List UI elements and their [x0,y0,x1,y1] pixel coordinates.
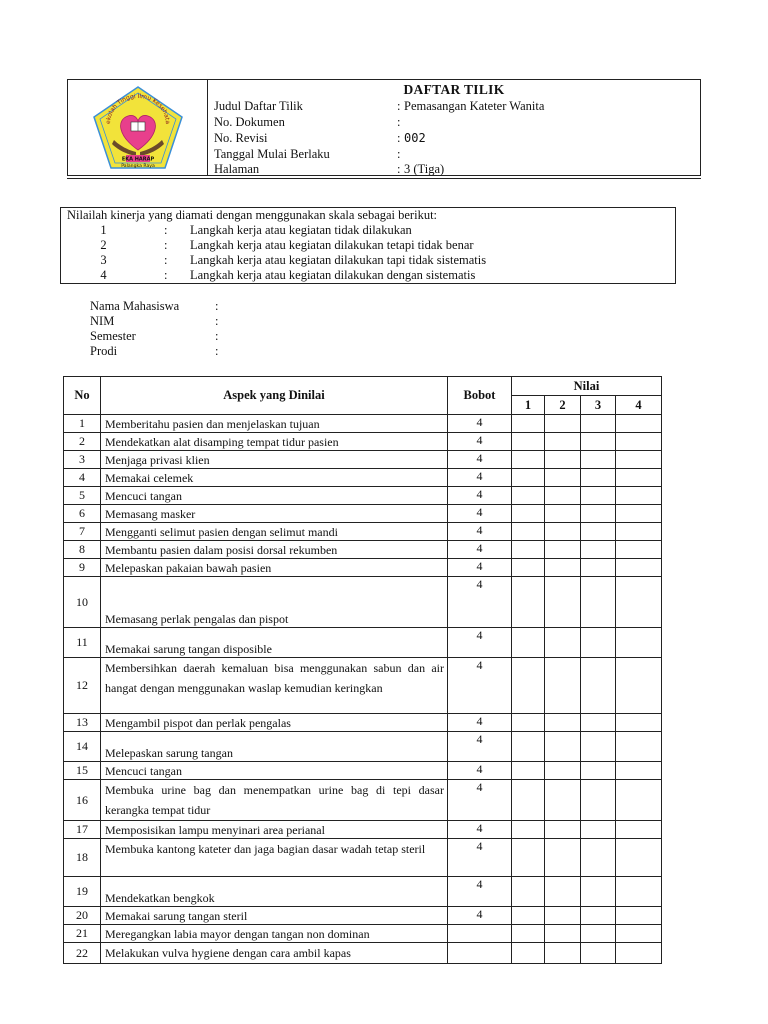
nilai-cell-1[interactable] [512,821,545,839]
scale-intro: Nilailah kinerja yang diamati dengan menggunakan skala sebagai berikut: [67,208,438,222]
row-aspek: Memakai sarung tangan steril [101,907,448,925]
row-number: 16 [64,780,101,821]
table-row [64,780,662,821]
row-aspek: Mendekatkan bengkok [101,877,448,907]
meta-colon: : [397,99,401,113]
scale-item [61,253,675,268]
nilai-cell-3[interactable] [581,762,616,780]
nilai-cell-2[interactable] [545,732,581,762]
info-colon: : [215,314,219,328]
nilai-cell-1[interactable] [512,487,545,505]
row-number: 14 [64,732,101,762]
table-row [64,487,662,505]
nilai-cell-2[interactable] [545,780,581,821]
info-label: Semester [90,329,136,343]
meta-label: No. Revisi [214,131,268,145]
row-number: 10 [64,577,101,628]
row-bobot: 4 [448,505,512,523]
scale-text: Langkah kerja atau kegiatan dilakukan dengan sistematis [190,268,476,282]
table-row [64,658,662,714]
row-aspek: Membantu pasien dalam posisi dorsal rekumben [101,541,448,559]
header-nilai-1: 1 [512,396,545,415]
row-aspek: Memasang masker [101,505,448,523]
nilai-cell-4[interactable] [616,559,662,577]
nilai-cell-2[interactable] [545,541,581,559]
nilai-cell-4[interactable] [616,577,662,628]
table-row [64,541,662,559]
nilai-cell-4[interactable] [616,433,662,451]
nilai-cell-2[interactable] [545,658,581,714]
nilai-cell-4[interactable] [616,762,662,780]
header-no: No [64,377,101,415]
table-row [64,925,662,943]
nilai-cell-1[interactable] [512,732,545,762]
row-aspek: Mencuci tangan [101,487,448,505]
table-row [64,762,662,780]
nilai-cell-1[interactable] [512,541,545,559]
row-aspek: Melepaskan pakaian bawah pasien [101,559,448,577]
nilai-cell-2[interactable] [545,415,581,433]
row-bobot: 4 [448,628,512,658]
nilai-cell-3[interactable] [581,559,616,577]
nilai-cell-1[interactable] [512,577,545,628]
nilai-cell-3[interactable] [581,925,616,943]
meta-colon: : [397,147,401,161]
row-aspek: Melepaskan sarung tangan [101,732,448,762]
row-bobot: 4 [448,469,512,487]
row-aspek: Memakai sarung tangan disposible [101,628,448,658]
meta-label: Tanggal Mulai Berlaku [214,147,330,161]
row-aspek: Membuka urine bag dan menempatkan urine bag di tepi dasar kerangka tempat tidur [101,780,448,821]
institution-logo [90,84,186,172]
row-bobot: 4 [448,658,512,714]
row-aspek: Menjaga privasi klien [101,451,448,469]
document-header [67,79,701,176]
table-row [64,732,662,762]
nilai-cell-3[interactable] [581,821,616,839]
row-bobot: 4 [448,523,512,541]
table-row [64,877,662,907]
nilai-cell-2[interactable] [545,487,581,505]
row-number: 9 [64,559,101,577]
scale-number: 1 [100,223,107,237]
meta-colon: : [397,131,401,145]
nilai-cell-3[interactable] [581,658,616,714]
meta-value: 002 [404,131,426,145]
row-aspek: Mendekatkan alat disamping tempat tidur pasien [101,433,448,451]
row-number: 7 [64,523,101,541]
header-nilai-3: 3 [581,396,616,415]
header-nilai: Nilai [512,377,662,396]
meta-label: No. Dokumen [214,115,285,129]
row-number: 12 [64,658,101,714]
nilai-cell-4[interactable] [616,451,662,469]
logo-city: Palangka Raya [121,164,155,169]
nilai-cell-2[interactable] [545,577,581,628]
nilai-cell-3[interactable] [581,487,616,505]
row-bobot: 4 [448,780,512,821]
assessment-table [63,376,662,964]
row-aspek: Memasang perlak pengalas dan pispot [101,577,448,628]
nilai-cell-3[interactable] [581,469,616,487]
nilai-cell-1[interactable] [512,505,545,523]
nilai-cell-3[interactable] [581,628,616,658]
nilai-cell-2[interactable] [545,714,581,732]
nilai-cell-4[interactable] [616,925,662,943]
row-aspek: Memposisikan lampu menyinari area perianal [101,821,448,839]
nilai-cell-2[interactable] [545,839,581,877]
nilai-cell-4[interactable] [616,943,662,964]
scale-number: 3 [100,253,107,267]
document-title: DAFTAR TILIK [403,82,505,97]
nilai-cell-4[interactable] [616,628,662,658]
nilai-cell-4[interactable] [616,541,662,559]
info-colon: : [215,329,219,343]
nilai-cell-2[interactable] [545,559,581,577]
meta-value: Pemasangan Kateter Wanita [404,99,545,113]
row-aspek: Meregangkan labia mayor dengan tangan non dominan [101,925,448,943]
nilai-cell-2[interactable] [545,469,581,487]
nilai-cell-3[interactable] [581,415,616,433]
row-bobot: 4 [448,839,512,877]
row-number: 18 [64,839,101,877]
nilai-cell-3[interactable] [581,877,616,907]
nilai-cell-1[interactable] [512,559,545,577]
nilai-cell-4[interactable] [616,732,662,762]
table-row [64,577,662,628]
row-number: 19 [64,877,101,907]
row-number: 3 [64,451,101,469]
rating-scale-box [60,207,676,284]
nilai-cell-4[interactable] [616,469,662,487]
row-number: 13 [64,714,101,732]
nilai-cell-2[interactable] [545,523,581,541]
table-row [64,714,662,732]
row-aspek: Membuka kantong kateter dan jaga bagian dasar wadah tetap steril [101,839,448,877]
header-nilai-4: 4 [616,396,662,415]
meta-label: Halaman [214,162,260,176]
scale-item [61,268,675,283]
nilai-cell-3[interactable] [581,943,616,964]
row-bobot: 4 [448,487,512,505]
nilai-cell-4[interactable] [616,714,662,732]
row-bobot: 4 [448,821,512,839]
row-aspek: Melakukan vulva hygiene dengan cara ambil kapas [101,943,448,964]
row-bobot [448,925,512,943]
nilai-cell-2[interactable] [545,943,581,964]
nilai-cell-1[interactable] [512,839,545,877]
nilai-cell-1[interactable] [512,469,545,487]
row-number: 15 [64,762,101,780]
table-row [64,523,662,541]
table-body [64,415,662,964]
info-colon: : [215,299,219,313]
nilai-cell-1[interactable] [512,925,545,943]
scale-text: Langkah kerja atau kegiatan dilakukan tapi tidak sistematis [190,253,487,267]
logo-arc-text: ekolah Tinggi Ilmu Kesehata [104,92,172,125]
table-row [64,628,662,658]
nilai-cell-4[interactable] [616,780,662,821]
nilai-cell-2[interactable] [545,877,581,907]
nilai-cell-4[interactable] [616,487,662,505]
meta-colon: : [397,115,401,129]
nilai-cell-1[interactable] [512,762,545,780]
row-bobot: 4 [448,577,512,628]
nilai-cell-1[interactable] [512,523,545,541]
nilai-cell-1[interactable] [512,907,545,925]
header-aspek: Aspek yang Dinilai [101,377,448,415]
row-bobot: 4 [448,762,512,780]
scale-number: 4 [100,268,107,282]
nilai-cell-1[interactable] [512,658,545,714]
table-row [64,433,662,451]
nilai-cell-3[interactable] [581,451,616,469]
table-row [64,907,662,925]
nilai-cell-3[interactable] [581,714,616,732]
nilai-cell-3[interactable] [581,577,616,628]
nilai-cell-4[interactable] [616,877,662,907]
scale-number: 2 [100,238,107,252]
row-bobot: 4 [448,451,512,469]
info-label: NIM [90,314,115,328]
info-label: Prodi [90,344,118,358]
nilai-cell-3[interactable] [581,433,616,451]
nilai-cell-2[interactable] [545,762,581,780]
row-bobot: 4 [448,433,512,451]
row-number: 20 [64,907,101,925]
row-bobot: 4 [448,415,512,433]
meta-value: 3 (Tiga) [404,162,445,176]
meta-label: Judul Daftar Tilik [214,99,303,113]
table-row [64,839,662,877]
row-aspek: Mengambil pispot dan perlak pengalas [101,714,448,732]
row-bobot: 4 [448,559,512,577]
row-number: 22 [64,943,101,964]
row-number: 5 [64,487,101,505]
row-aspek: Memakai celemek [101,469,448,487]
nilai-cell-2[interactable] [545,925,581,943]
table-row [64,469,662,487]
scale-colon: : [164,253,168,267]
nilai-cell-4[interactable] [616,821,662,839]
nilai-cell-4[interactable] [616,658,662,714]
nilai-cell-3[interactable] [581,839,616,877]
row-bobot: 4 [448,541,512,559]
row-bobot: 4 [448,732,512,762]
logo-name: EKA HARAP [121,156,155,163]
info-colon: : [215,344,219,358]
nilai-cell-2[interactable] [545,451,581,469]
meta-colon: : [397,162,401,176]
scale-text: Langkah kerja atau kegiatan dilakukan tetapi tidak benar [190,238,474,252]
table-row [64,415,662,433]
nilai-cell-3[interactable] [581,732,616,762]
row-number: 8 [64,541,101,559]
row-number: 21 [64,925,101,943]
nilai-cell-4[interactable] [616,839,662,877]
nilai-cell-1[interactable] [512,943,545,964]
nilai-cell-3[interactable] [581,907,616,925]
nilai-cell-4[interactable] [616,415,662,433]
scale-colon: : [164,223,168,237]
row-aspek: Memberitahu pasien dan menjelaskan tujuan [101,415,448,433]
nilai-cell-2[interactable] [545,628,581,658]
row-number: 6 [64,505,101,523]
nilai-cell-1[interactable] [512,433,545,451]
row-aspek: Mencuci tangan [101,762,448,780]
nilai-cell-2[interactable] [545,907,581,925]
nilai-cell-2[interactable] [545,821,581,839]
row-number: 4 [64,469,101,487]
nilai-cell-3[interactable] [581,505,616,523]
row-number: 2 [64,433,101,451]
nilai-cell-3[interactable] [581,780,616,821]
table-row [64,821,662,839]
row-number: 11 [64,628,101,658]
row-bobot: 4 [448,877,512,907]
header-nilai-2: 2 [545,396,581,415]
scale-item [61,223,675,238]
row-bobot: 4 [448,714,512,732]
nilai-cell-3[interactable] [581,541,616,559]
row-aspek: Membersihkan daerah kemaluan bisa menggunakan sabun dan air hangat dengan menggunakan waslap kemudian keringkan [101,658,448,714]
table-row [64,505,662,523]
row-bobot: 4 [448,907,512,925]
scale-text: Langkah kerja atau kegiatan tidak dilakukan [190,223,412,237]
row-bobot [448,943,512,964]
nilai-cell-2[interactable] [545,433,581,451]
scale-colon: : [164,268,168,282]
nilai-cell-1[interactable] [512,628,545,658]
scale-item [61,238,675,253]
info-label: Nama Mahasiswa [90,299,180,313]
nilai-cell-1[interactable] [512,877,545,907]
table-row [64,943,662,964]
nilai-cell-1[interactable] [512,780,545,821]
nilai-cell-4[interactable] [616,505,662,523]
nilai-cell-4[interactable] [616,523,662,541]
table-row [64,451,662,469]
nilai-cell-1[interactable] [512,714,545,732]
row-number: 17 [64,821,101,839]
row-aspek: Mengganti selimut pasien dengan selimut mandi [101,523,448,541]
row-number: 1 [64,415,101,433]
scale-colon: : [164,238,168,252]
nilai-cell-4[interactable] [616,907,662,925]
table-row [64,559,662,577]
nilai-cell-3[interactable] [581,523,616,541]
nilai-cell-2[interactable] [545,505,581,523]
nilai-cell-1[interactable] [512,451,545,469]
header-bobot: Bobot [448,377,512,415]
logo-cell [68,80,208,175]
nilai-cell-1[interactable] [512,415,545,433]
